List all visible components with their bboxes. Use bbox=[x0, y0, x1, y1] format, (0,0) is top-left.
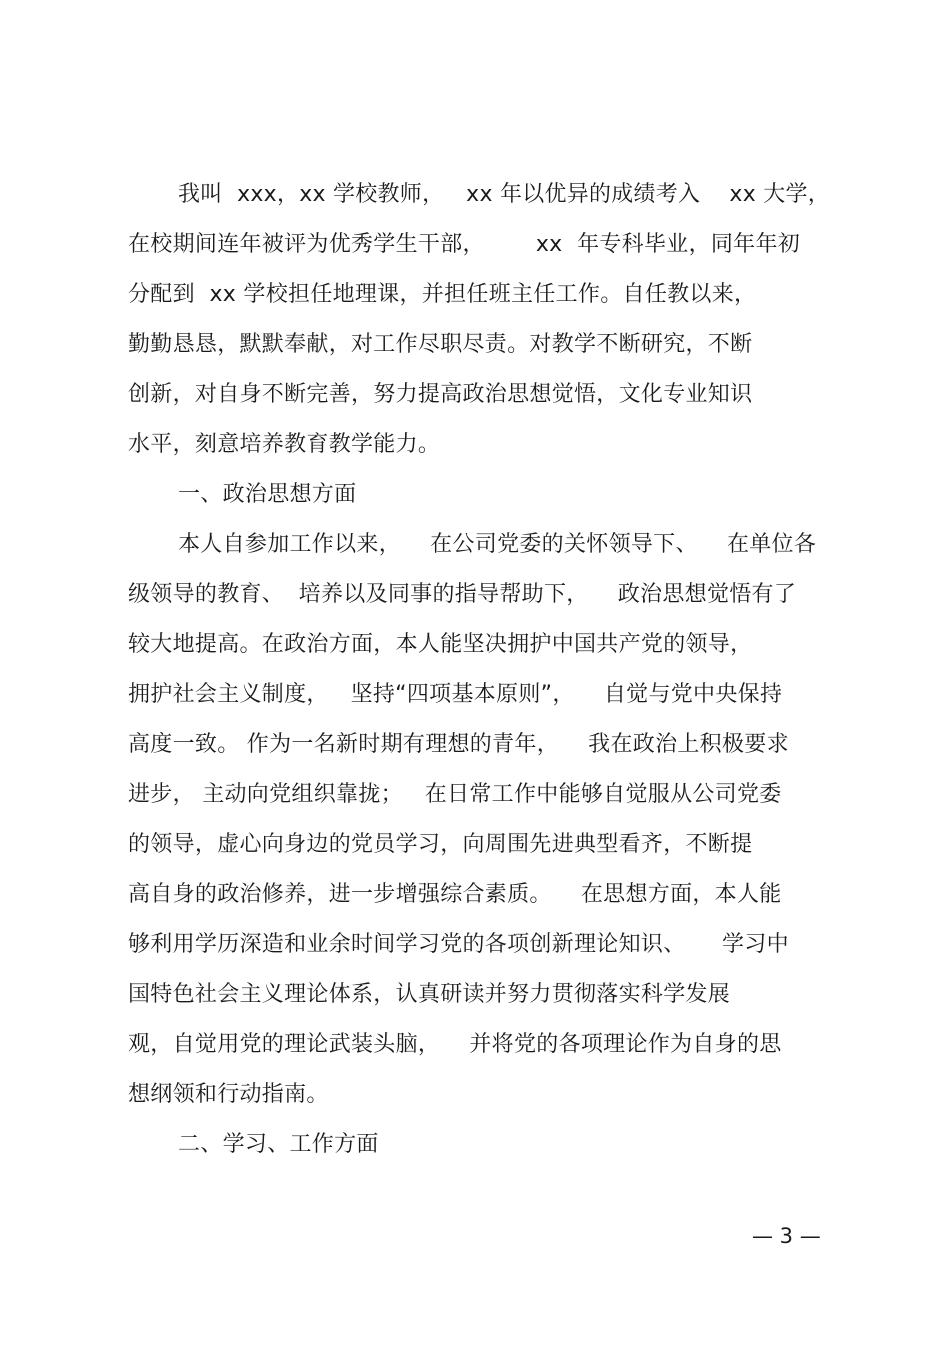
paragraph-2-line-12: 想纲领和行动指南。 bbox=[128, 1082, 329, 1107]
paragraph-1-line-2: 在校期间连年被评为优秀学生干部， xx 年专科毕业，同年年初 bbox=[128, 232, 801, 257]
paragraph-2-line-6: 进步， 主动向党组织靠拢； 在日常工作中能够自觉服从公司党委 bbox=[128, 782, 782, 807]
paragraph-1-line-1: 我叫 xxx，xx 学校教师， xx 年以优异的成绩考入 xx 大学， bbox=[178, 182, 831, 207]
paragraph-1-line-6: 水平，刻意培养教育教学能力。 bbox=[128, 432, 441, 457]
paragraph-2-line-4: 拥护社会主义制度， 坚持“四项基本原则”， 自觉与党中央保持 bbox=[128, 682, 783, 707]
paragraph-1-line-5: 创新，对自身不断完善，努力提高政治思想觉悟，文化专业知识 bbox=[128, 382, 753, 407]
paragraph-2-line-2: 级领导的教育、 培养以及同事的指导帮助下， 政治思想觉悟有了 bbox=[128, 582, 797, 607]
paragraph-2-line-7: 的领导，虚心向身边的党员学习，向周围先进典型看齐，不断提 bbox=[128, 832, 753, 857]
section-heading-politics: 一、政治思想方面 bbox=[178, 482, 357, 507]
paragraph-2-line-8: 高自身的政治修养，进一步增强综合素质。 在思想方面，本人能 bbox=[128, 882, 782, 907]
page-number: — 3 — bbox=[752, 1224, 821, 1248]
section-heading-study-work: 二、学习、工作方面 bbox=[178, 1132, 379, 1157]
paragraph-1-line-3: 分配到 xx 学校担任地理课，并担任班主任工作。自任教以来， bbox=[128, 282, 757, 307]
paragraph-2-line-1: 本人自参加工作以来， 在公司党委的关怀领导下、 在单位各 bbox=[178, 532, 817, 557]
paragraph-2-line-5: 高度一致。 作为一名新时期有理想的青年， 我在政治上积极要求 bbox=[128, 732, 789, 757]
paragraph-2-line-10: 国特色社会主义理论体系，认真研读并努力贯彻落实科学发展 bbox=[128, 982, 731, 1007]
paragraph-2-line-9: 够利用学历深造和业余时间学习党的各项创新理论知识、 学习中 bbox=[128, 932, 789, 957]
paragraph-2-line-11: 观，自觉用党的理论武装头脑， 并将党的各项理论作为自身的思 bbox=[128, 1032, 782, 1057]
paragraph-2-line-3: 较大地提高。在政治方面，本人能坚决拥护中国共产党的领导， bbox=[128, 632, 753, 657]
paragraph-1-line-4: 勤勤恳恳，默默奉献，对工作尽职尽责。对教学不断研究，不断 bbox=[128, 332, 753, 357]
